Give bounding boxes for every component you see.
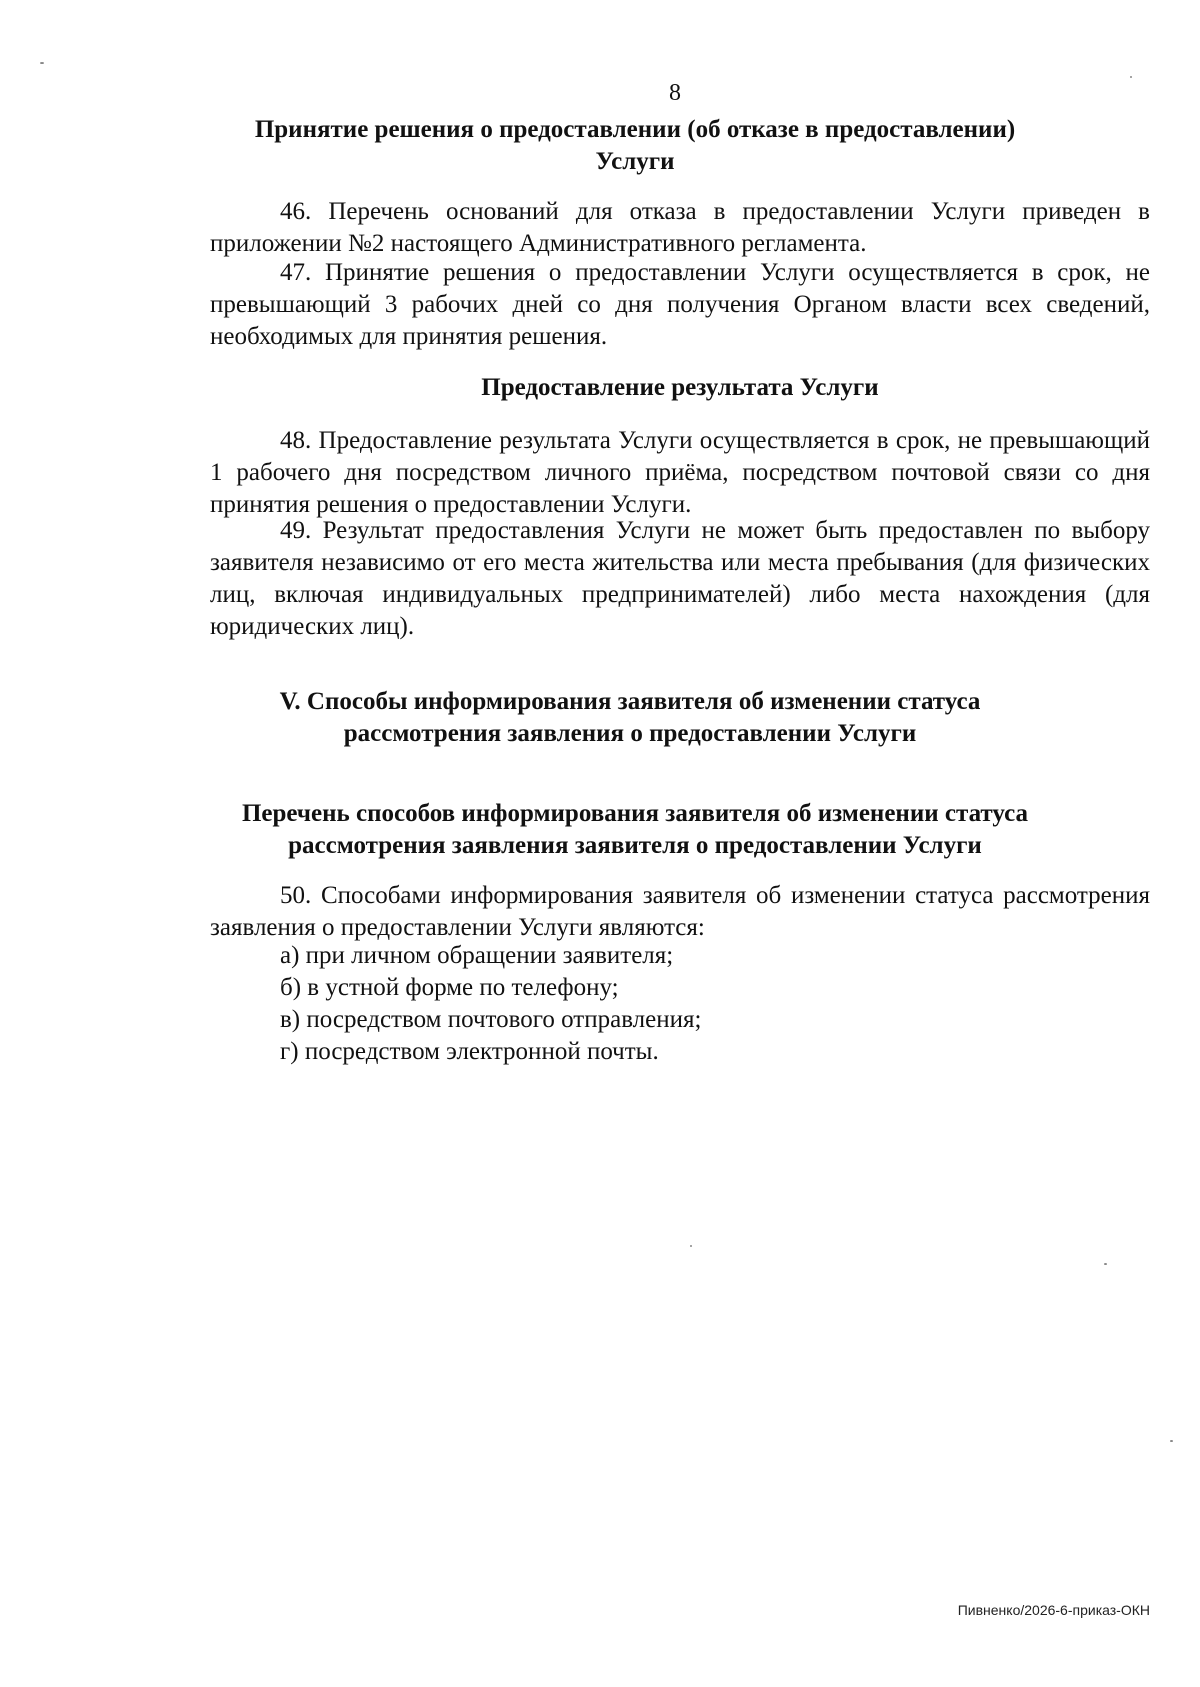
paragraph-47: 47. Принятие решения о предоставлении Услуги осуществляется в срок, не превышающий 3 рабочих дней со дня получения Органом власти всех сведений, необходимых для принятия решения. — [210, 259, 1150, 350]
section-heading-result: Предоставление результата Услуги — [481, 374, 879, 401]
scan-speck — [690, 1245, 692, 1247]
scan-speck — [1104, 1263, 1107, 1265]
scan-speck — [1130, 76, 1132, 78]
section-heading-methods: Перечень способов информирования заявителя об изменении статуса рассмотрения заявления заявителя о предоставлении Услуги — [241, 800, 1029, 859]
section-heading-decision: Принятие решения о предоставлении (об отказе в предоставлении) Услуги — [254, 116, 1016, 175]
list-item: а) при личном обращении заявителя; — [280, 942, 674, 969]
methods-list — [280, 940, 701, 1068]
paragraph-50: 50. Способами информирования заявителя об изменении статуса рассмотрения заявления о предоставлении Услуги являются: — [210, 882, 1150, 941]
scan-speck — [1170, 1440, 1173, 1442]
paragraph-46: 46. Перечень оснований для отказа в предоставлении Услуги приведен в приложении №2 настоящего Административного регламента. — [210, 198, 1150, 257]
list-item: б) в устной форме по телефону; — [280, 974, 619, 1001]
list-item: в) посредством почтового отправления; — [280, 1006, 702, 1033]
paragraph-49: 49. Результат предоставления Услуги не может быть предоставлен по выбору заявителя независимо от его места жительства или места пребывания (для физических лиц, включая индивидуальных предпринимателей) либо места нахождения (для юридических лиц). — [210, 517, 1150, 640]
paragraph-48: 48. Предоставление результата Услуги осуществляется в срок, не превышающий 1 рабочего дня посредством личного приёма, посредством почтовой связи со дня принятия решения о предоставлении Услуги. — [210, 427, 1150, 518]
scan-speck — [40, 62, 44, 64]
document-footer-code: Пивненко/2026-6-приказ-ОКН — [957, 1602, 1150, 1618]
chapter-heading-v: V. Способы информирования заявителя об изменении статуса рассмотрения заявления о предоставлении Услуги — [279, 688, 981, 747]
page-number: 8 — [669, 80, 681, 106]
list-item: г) посредством электронной почты. — [280, 1038, 659, 1065]
